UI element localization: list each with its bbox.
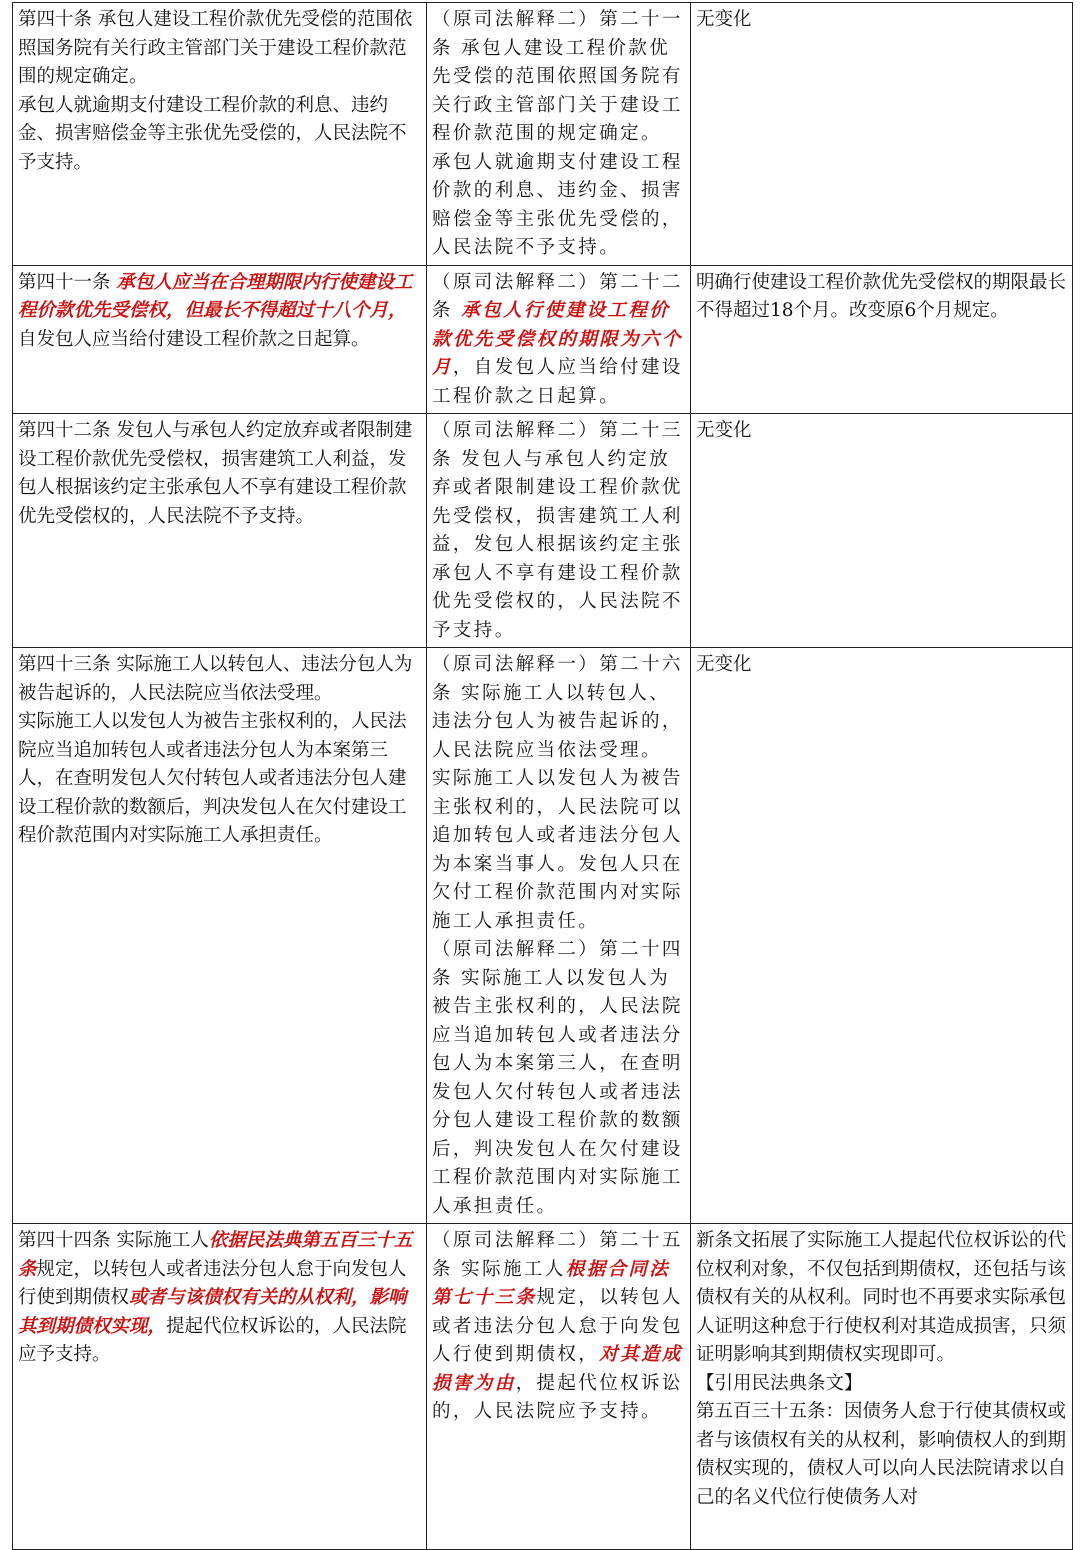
table-row	[13, 1224, 1073, 1550]
text-segment: 第五百三十五条：因债务人怠于行使其债权或者与该债权有关的从权利，影响债权人的到期债权实现的，债权人可以向人民法院请求以自己的名义代位行使债务人对	[696, 1401, 1067, 1508]
paragraph	[432, 1227, 685, 1427]
paragraph	[696, 269, 1067, 326]
text-segment: （原司法解释二）第二十五条 实际施工人	[432, 1230, 683, 1280]
paragraph	[18, 6, 421, 92]
change-note-cell	[691, 1224, 1073, 1550]
table-row	[13, 265, 1073, 414]
new-provision-cell	[13, 3, 427, 266]
text-segment: （原司法解释二）第二十一条 承包人建设工程价款优先受偿的范围依照国务院有关行政主管部门关于建设工程价款范围的规定确定。	[432, 9, 683, 144]
paragraph	[696, 1227, 1067, 1370]
text-segment: 第四十条 承包人建设工程价款优先受偿的范围依照国务院有关行政主管部门关于建设工程价款范围的规定确定。	[18, 9, 413, 87]
paragraph	[432, 936, 685, 1221]
text-segment: ，自发包人应当给付建设工程价款之日起算。	[432, 357, 683, 407]
paragraph	[18, 651, 421, 708]
new-provision-cell	[13, 1224, 427, 1550]
paragraph	[18, 417, 421, 531]
text-segment: 无变化	[696, 420, 752, 441]
text-segment: 新条文拓展了实际施工人提起代位权诉讼的代位权利对象，不仅包括到期债权，还包括与该债权有关的从权利。同时也不再要求实际承包人证明这种怠于行使权利对其造成损害，只须证明影响其到期债权实现即可。	[696, 1230, 1067, 1365]
old-provision-cell	[427, 1224, 691, 1550]
paragraph	[432, 269, 685, 412]
text-segment: 第四十四条 实际施工人	[18, 1230, 209, 1251]
old-provision-cell	[427, 265, 691, 414]
text-segment: 规定，以转包人或者违法分包人怠于向发包人行使到期债权	[18, 1258, 407, 1308]
text-segment: 提起代位权诉讼的，人民法院应予支持。	[18, 1315, 407, 1365]
paragraph	[696, 1370, 1067, 1399]
text-segment: 自发包人应当给付建设工程价款之日起算。	[18, 328, 370, 350]
emphasized-text: 根据合同法第七十三条	[432, 1258, 671, 1308]
text-segment: 承包人就逾期支付建设工程价款的利息、违约金、损害赔偿金等主张优先受偿的，人民法院不予支持。	[432, 151, 683, 258]
paragraph	[18, 708, 421, 851]
paragraph	[432, 149, 685, 263]
text-segment: （原司法解释二）第二十二条	[432, 271, 683, 321]
text-segment: （原司法解释二）第二十四条 实际施工人以发包人为被告主张权利的，人民法院应当追加转包人或者违法分包人为本案第三人，在查明发包人欠付转包人或者违法分包人建设工程价款的数额后，判决发包人在欠付建设工程价款范围内对实际施工人承担责任。	[432, 939, 683, 1217]
old-provision-cell	[427, 414, 691, 648]
text-segment: 【引用民法典条文】	[696, 1372, 863, 1394]
change-note-cell	[691, 3, 1073, 266]
paragraph	[432, 651, 685, 765]
text-segment: 实际施工人以发包人为被告主张权利的，人民法院可以追加转包人或者违法分包人为本案当事人。发包人只在欠付工程价款范围内对实际施工人承担责任。	[432, 768, 683, 932]
new-provision-cell	[13, 648, 427, 1224]
change-note-cell	[691, 265, 1073, 414]
text-segment: 第四十一条	[18, 271, 117, 293]
comparison-table-body	[13, 3, 1073, 1550]
paragraph	[18, 1227, 421, 1370]
text-segment: （原司法解释二）第二十三条 发包人与承包人约定放弃或者限制建设工程价款优先受偿权，损害建筑工人利益，发包人根据该约定主张承包人不享有建设工程价款优先受偿权的，人民法院不予支持。	[432, 420, 683, 641]
table-row	[13, 3, 1073, 266]
comparison-table	[12, 2, 1073, 1550]
new-provision-cell	[13, 414, 427, 648]
paragraph	[432, 765, 685, 936]
old-provision-cell	[427, 3, 691, 266]
text-segment: 规定，以转包人或者违法分包人怠于向发包人行使到期债权，	[432, 1287, 683, 1365]
paragraph	[696, 1398, 1067, 1512]
text-segment: 实际施工人以发包人为被告主张权利的，人民法院应当追加转包人或者违法分包人为本案第三人，在查明发包人欠付转包人或者违法分包人建设工程价款的数额后，判决发包人在欠付建设工程价款范围内对实际施工人承担责任。	[18, 711, 407, 846]
text-segment: ，提起代位权诉讼的，人民法院应予支持。	[432, 1372, 683, 1422]
paragraph	[432, 6, 685, 149]
new-provision-cell	[13, 265, 427, 414]
old-provision-cell	[427, 648, 691, 1224]
text-segment: （原司法解释一）第二十六条 实际施工人以转包人、违法分包人为被告起诉的，人民法院应当依法受理。	[432, 654, 683, 761]
text-segment: 无变化	[696, 654, 752, 675]
text-segment: 第四十二条 发包人与承包人约定放弃或者限制建设工程价款优先受偿权，损害建筑工人利益，发包人根据该约定主张承包人不享有建设工程价款优先受偿权的，人民法院不予支持。	[18, 420, 413, 527]
paragraph	[696, 651, 1067, 680]
text-segment: 第四十三条 实际施工人以转包人、违法分包人为被告起诉的，人民法院应当依法受理。	[18, 654, 413, 704]
text-segment: 明确行使建设工程价款优先受偿权的期限最长不得超过18个月。改变原6个月规定。	[696, 271, 1067, 321]
paragraph	[696, 6, 1067, 35]
change-note-cell	[691, 648, 1073, 1224]
emphasized-text: 承包人应当在合理期限内行使建设工程价款优先受偿权，但最长不得超过十八个月，	[18, 271, 413, 321]
paragraph	[18, 92, 421, 178]
text-segment: 承包人就逾期支付建设工程价款的利息、违约金、损害赔偿金等主张优先受偿的，人民法院不予支持。	[18, 94, 407, 173]
paragraph	[432, 417, 685, 645]
table-row	[13, 648, 1073, 1224]
emphasized-text: 依据民法典第五百三十五条	[18, 1230, 413, 1280]
text-segment: 无变化	[696, 9, 752, 30]
emphasized-text: 或者与该债权有关的从权利，影响其到期债权实现，	[18, 1287, 407, 1337]
paragraph	[18, 269, 421, 355]
paragraph	[696, 417, 1067, 446]
emphasized-text: 对其造成损害为由	[432, 1344, 683, 1394]
change-note-cell	[691, 414, 1073, 648]
table-row	[13, 414, 1073, 648]
emphasized-text: 承包人行使建设工程价款优先受偿权的期限为六个月	[432, 300, 683, 378]
